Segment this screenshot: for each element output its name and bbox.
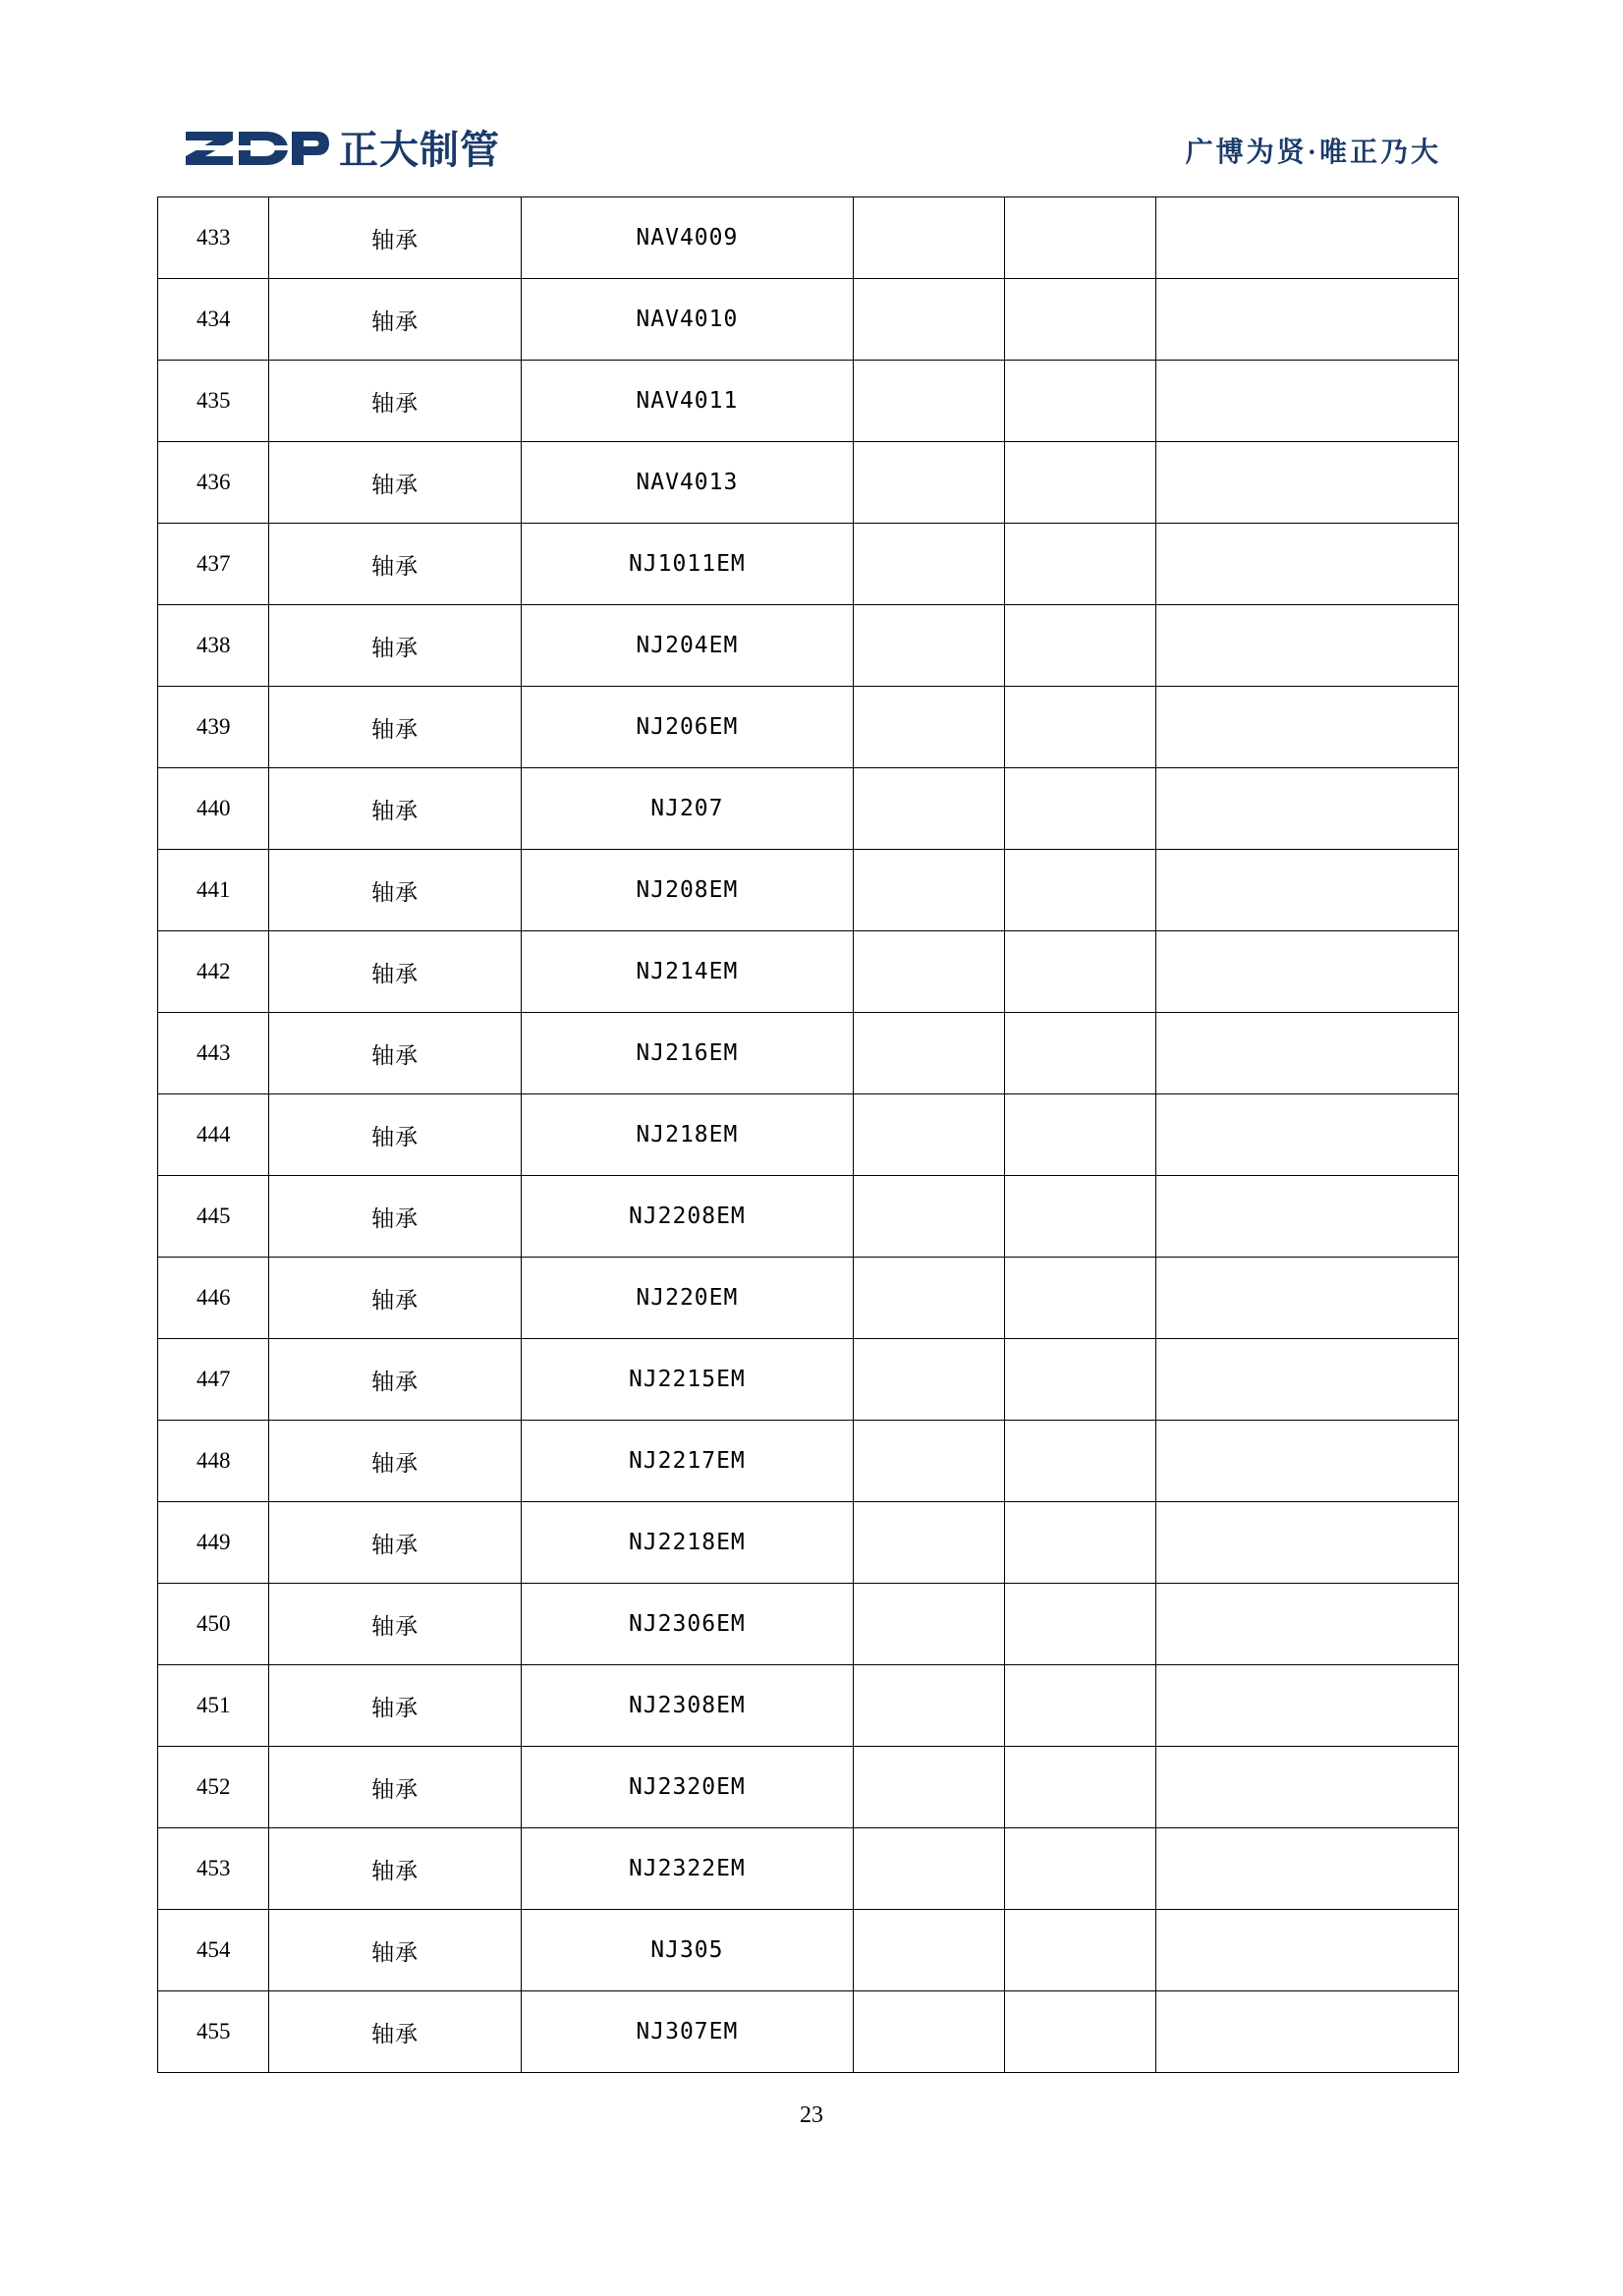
cell-d [853,1910,1004,1991]
cell-no: 445 [158,1176,269,1258]
cell-d [853,361,1004,442]
cell-f [1156,1910,1459,1991]
cell-e [1005,1339,1156,1421]
cell-e [1005,605,1156,687]
cell-e [1005,442,1156,524]
cell-name: 轴承 [269,850,521,931]
cell-no: 433 [158,197,269,279]
cell-model: NAV4013 [521,442,853,524]
cell-no: 442 [158,931,269,1013]
cell-name: 轴承 [269,1013,521,1094]
cell-model: NAV4009 [521,197,853,279]
cell-no: 447 [158,1339,269,1421]
cell-name: 轴承 [269,1421,521,1502]
cell-no: 439 [158,687,269,768]
table-row [158,524,1459,605]
cell-f [1156,1421,1459,1502]
cell-model: NJ218EM [521,1094,853,1176]
cell-d [853,1665,1004,1747]
cell-e [1005,361,1156,442]
cell-name: 轴承 [269,1094,521,1176]
cell-no: 438 [158,605,269,687]
cell-no: 444 [158,1094,269,1176]
company-logo [182,126,500,176]
cell-f [1156,1584,1459,1665]
cell-name: 轴承 [269,1665,521,1747]
zdp-logo-icon [182,126,329,176]
cell-model: NJ206EM [521,687,853,768]
cell-name: 轴承 [269,1584,521,1665]
cell-model: NJ214EM [521,931,853,1013]
table-row [158,1421,1459,1502]
cell-d [853,279,1004,361]
cell-name: 轴承 [269,1339,521,1421]
cell-no: 449 [158,1502,269,1584]
cell-name: 轴承 [269,1910,521,1991]
cell-f [1156,605,1459,687]
table-row [158,1747,1459,1828]
cell-d [853,768,1004,850]
cell-f [1156,931,1459,1013]
cell-d [853,1176,1004,1258]
cell-e [1005,1176,1156,1258]
cell-d [853,605,1004,687]
cell-no: 451 [158,1665,269,1747]
cell-model: NJ2320EM [521,1747,853,1828]
cell-d [853,1094,1004,1176]
cell-f [1156,524,1459,605]
cell-name: 轴承 [269,1747,521,1828]
cell-model: NJ2217EM [521,1421,853,1502]
table-row [158,1910,1459,1991]
table-row [158,1665,1459,1747]
table-row [158,1991,1459,2073]
cell-f [1156,279,1459,361]
cell-d [853,197,1004,279]
cell-d [853,442,1004,524]
table-row [158,605,1459,687]
cell-e [1005,1094,1156,1176]
cell-e [1005,768,1156,850]
cell-no: 453 [158,1828,269,1910]
table-row [158,197,1459,279]
cell-model: NJ204EM [521,605,853,687]
cell-f [1156,1991,1459,2073]
cell-f [1156,687,1459,768]
table-row [158,361,1459,442]
cell-d [853,1013,1004,1094]
cell-f [1156,361,1459,442]
cell-f [1156,442,1459,524]
cell-name: 轴承 [269,1991,521,2073]
cell-no: 455 [158,1991,269,2073]
cell-no: 436 [158,442,269,524]
cell-e [1005,687,1156,768]
cell-name: 轴承 [269,1828,521,1910]
cell-d [853,1828,1004,1910]
cell-no: 434 [158,279,269,361]
cell-e [1005,524,1156,605]
table-row [158,1584,1459,1665]
cell-e [1005,1747,1156,1828]
cell-no: 452 [158,1747,269,1828]
cell-d [853,524,1004,605]
cell-name: 轴承 [269,442,521,524]
table-row [158,279,1459,361]
cell-f [1156,1339,1459,1421]
cell-f [1156,197,1459,279]
cell-d [853,850,1004,931]
page-number: 23 [800,2102,823,2128]
cell-name: 轴承 [269,768,521,850]
cell-model: NJ1011EM [521,524,853,605]
cell-no: 435 [158,361,269,442]
cell-f [1156,1013,1459,1094]
cell-e [1005,1991,1156,2073]
cell-d [853,1421,1004,1502]
cell-no: 441 [158,850,269,931]
cell-model: NJ2215EM [521,1339,853,1421]
cell-model: NJ2208EM [521,1176,853,1258]
cell-e [1005,1013,1156,1094]
cell-e [1005,197,1156,279]
cell-e [1005,1502,1156,1584]
cell-no: 440 [158,768,269,850]
table-row [158,687,1459,768]
cell-model: NJ2308EM [521,1665,853,1747]
cell-name: 轴承 [269,361,521,442]
cell-f [1156,850,1459,931]
cell-name: 轴承 [269,1258,521,1339]
table-row [158,442,1459,524]
cell-name: 轴承 [269,524,521,605]
cell-f [1156,1176,1459,1258]
cell-e [1005,279,1156,361]
cell-model: NJ305 [521,1910,853,1991]
cell-f [1156,1094,1459,1176]
cell-d [853,1991,1004,2073]
cell-model: NJ220EM [521,1258,853,1339]
cell-no: 437 [158,524,269,605]
cell-model: NJ307EM [521,1991,853,2073]
cell-name: 轴承 [269,1176,521,1258]
cell-e [1005,1258,1156,1339]
cell-no: 454 [158,1910,269,1991]
cell-name: 轴承 [269,197,521,279]
table-row [158,850,1459,931]
cell-no: 448 [158,1421,269,1502]
table-row [158,1339,1459,1421]
cell-e [1005,1421,1156,1502]
cell-d [853,1584,1004,1665]
table-row [158,1502,1459,1584]
table-row [158,931,1459,1013]
cell-no: 443 [158,1013,269,1094]
cell-model: NJ216EM [521,1013,853,1094]
cell-d [853,1339,1004,1421]
table-row [158,1176,1459,1258]
cell-e [1005,1828,1156,1910]
cell-name: 轴承 [269,605,521,687]
cell-model: NAV4011 [521,361,853,442]
cell-name: 轴承 [269,687,521,768]
cell-e [1005,1584,1156,1665]
table-row [158,1013,1459,1094]
parts-table-body [158,197,1459,2073]
page-header [182,116,1441,185]
cell-d [853,1747,1004,1828]
cell-f [1156,768,1459,850]
cell-f [1156,1665,1459,1747]
cell-f [1156,1747,1459,1828]
table-row [158,768,1459,850]
cell-name: 轴承 [269,1502,521,1584]
cell-e [1005,931,1156,1013]
cell-no: 446 [158,1258,269,1339]
cell-no: 450 [158,1584,269,1665]
cell-model: NJ2322EM [521,1828,853,1910]
cell-e [1005,1665,1156,1747]
cell-d [853,1502,1004,1584]
cell-d [853,931,1004,1013]
cell-name: 轴承 [269,931,521,1013]
table-row [158,1094,1459,1176]
table-row [158,1258,1459,1339]
cell-model: NJ2218EM [521,1502,853,1584]
cell-f [1156,1258,1459,1339]
cell-model: NJ2306EM [521,1584,853,1665]
company-name: 正大制管 [339,129,500,172]
company-slogan: 广博为贤·唯正乃大 [1185,138,1441,168]
cell-model: NJ208EM [521,850,853,931]
cell-e [1005,850,1156,931]
cell-name: 轴承 [269,279,521,361]
table-row [158,1828,1459,1910]
cell-d [853,687,1004,768]
parts-table [157,196,1459,2073]
cell-model: NJ207 [521,768,853,850]
cell-model: NAV4010 [521,279,853,361]
cell-f [1156,1502,1459,1584]
cell-f [1156,1828,1459,1910]
cell-e [1005,1910,1156,1991]
cell-d [853,1258,1004,1339]
